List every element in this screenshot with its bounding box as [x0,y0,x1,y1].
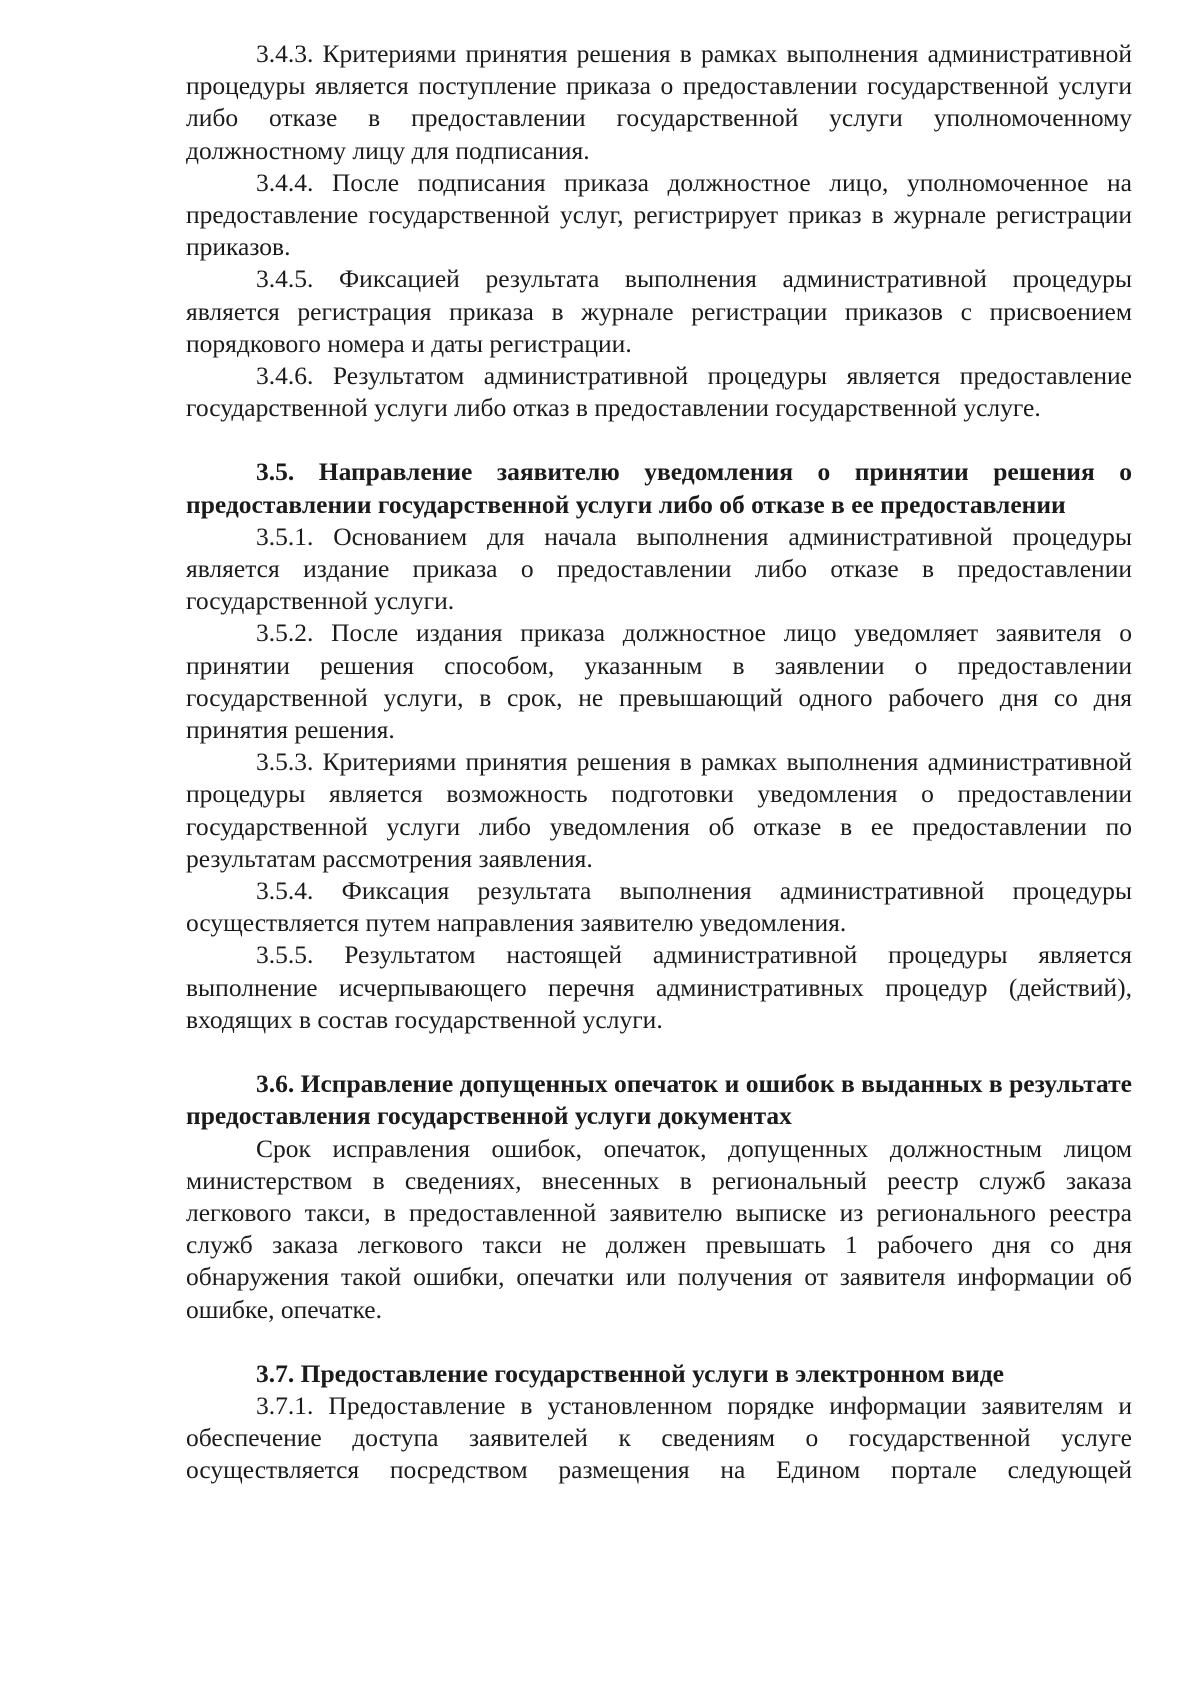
clause-3-7-1: 3.7.1. Предоставление в установленном порядке информации заявителям и обеспечение доступа заявителей к сведениям о государственной услуге осуществляется посредством размещения на Едином портале следующей [186,1390,1132,1485]
clause-3-4-4: 3.4.4. После подписания приказа должностное лицо, уполномоченное на предоставление государственной услуг, регистрирует приказ в журнале регистрации приказов. [186,167,1132,262]
section-spacer [186,1036,1132,1068]
clause-3-5-3: 3.5.3. Критериями принятия решения в рамках выполнения административной процедуры является возможность подготовки уведомления о предоставлении государственной услуги либо уведомления об отказе в ее предоставлении по результатам рассмотрения заявления. [186,747,1132,873]
section-heading-3-6: 3.6. Исправление допущенных опечаток и ошибок в выданных в результате предоставления государственной услуги документах [186,1069,1132,1131]
section-heading-3-5: 3.5. Направление заявителю уведомления о принятии решения о предоставлении государственной услуги либо об отказе в ее предоставлении [186,457,1132,519]
document-body [186,38,1132,1487]
clause-3-5-4: 3.5.4. Фиксация результата выполнения административной процедуры осуществляется путем направления заявителю уведомления. [186,876,1132,938]
clause-3-5-2: 3.5.2. После издания приказа должностное лицо уведомляет заявителя о принятии решения способом, указанным в заявлении о предоставлении государственной услуги, в срок, не превышающий одного рабочего дня со дня принятия решения. [186,618,1132,745]
section-spacer [186,424,1132,456]
clause-3-4-5: 3.4.5. Фиксацией результата выполнения административной процедуры является регистрация приказа в журнале регистрации приказов с присвоением порядкового номера и даты регистрации. [186,264,1132,358]
clause-3-4-6: 3.4.6. Результатом административной процедуры является предоставление государственной услуги либо отказ в предоставлении государственной услуге. [186,361,1132,423]
section-heading-3-7: 3.7. Предоставление государственной услуги в электронном виде [256,1358,1004,1388]
clause-3-4-3: 3.4.3. Критериями принятия решения в рамках выполнения административной процедуры является поступление приказа о предоставлении государственной услуги либо отказе в предоставлении государственной услуги уполномоченному должностному лицу для подписания. [186,39,1132,165]
clause-3-5-1: 3.5.1. Основанием для начала выполнения административной процедуры является издание приказа о предоставлении либо отказе в предоставлении государственной услуги. [186,521,1132,616]
clause-3-6-body: Срок исправления ошибок, опечаток, допущенных должностным лицом министерством в сведениях, внесенных в региональный реестр служб заказа легкового такси, в предоставленной заявителю выписке из регионального реестра служб заказа легкового такси не должен превышать 1 рабочего дня со дня обнаружения такой ошибки, опечатки или получения от заявителя информации об ошибке, опечатке. [186,1133,1132,1324]
section-spacer [186,1326,1132,1358]
clause-3-5-5: 3.5.5. Результатом настоящей административной процедуры является выполнение исчерпывающего перечня административных процедур (действий), входящих в состав государственной услуги. [186,940,1132,1034]
